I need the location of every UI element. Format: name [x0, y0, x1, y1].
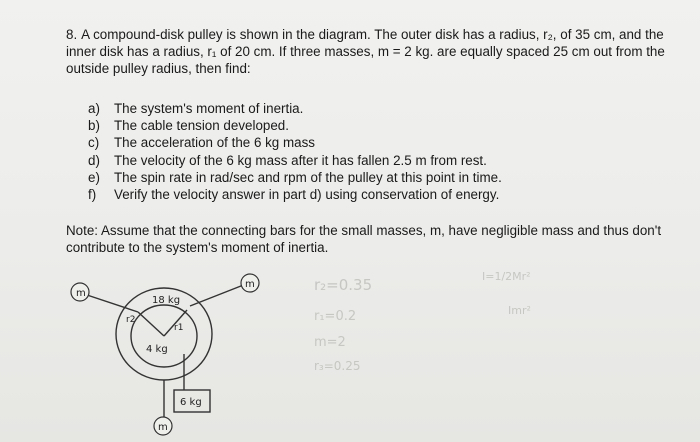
problem-number: 8.	[66, 27, 78, 42]
part-label: c)	[88, 135, 100, 151]
question-part	[88, 169, 648, 186]
question-parts-list	[88, 100, 648, 203]
note-paragraph: Note: Assume that the connecting bars for the small masses, m, have negligible mass and thus don't contribute to the system's moment of inertia.	[66, 223, 662, 255]
question-part	[88, 134, 648, 151]
faint-handwriting	[300, 268, 600, 388]
part-label: f)	[88, 187, 97, 203]
pulley-diagram	[60, 262, 290, 440]
part-text: The acceleration of the 6 kg mass	[114, 135, 315, 151]
faint-note: r₃=0.25	[314, 359, 361, 373]
hanging-mass-label: 6 kg	[180, 397, 202, 408]
bar-left	[84, 294, 138, 312]
part-text: The system's moment of inertia.	[114, 101, 304, 116]
mass-label-left: m	[76, 288, 86, 299]
r1-label: r1	[174, 323, 184, 333]
question-part	[88, 152, 648, 169]
radius-r2-line	[138, 312, 164, 336]
question-part	[88, 186, 648, 203]
part-label: e)	[88, 169, 100, 185]
question-part	[88, 100, 648, 117]
mass-label-bottom: m	[158, 422, 168, 433]
part-label: a)	[88, 101, 100, 116]
problem-statement	[66, 26, 666, 77]
part-text: The spin rate in rad/sec and rpm of the pulley at this point in time.	[114, 169, 502, 185]
problem-text: A compound-disk pulley is shown in the diagram. The outer disk has a radius, r₂, of 35 cm, and the inner disk has a radius, r₁ of 20 cm. If three masses, m = 2 kg. are equally spaced 25 cm out from the outside pulley radius, then find:	[66, 27, 665, 76]
r2-label: r2	[126, 315, 136, 325]
part-label: d)	[88, 152, 100, 168]
faint-note: I=1/2Mr²	[482, 270, 531, 283]
part-label: b)	[88, 118, 100, 134]
faint-note: m=2	[314, 335, 346, 350]
part-text: The cable tension developed.	[114, 118, 289, 134]
mass-label-right: m	[245, 279, 255, 290]
part-text: The velocity of the 6 kg mass after it has fallen 2.5 m from rest.	[114, 152, 487, 168]
question-part	[88, 117, 648, 134]
faint-note: Imr²	[508, 304, 531, 317]
faint-note: r₁=0.2	[314, 309, 357, 324]
part-text: Verify the velocity answer in part d) using conservation of energy.	[114, 187, 500, 203]
inner-disk-label: 4 kg	[146, 344, 168, 355]
faint-note: r₂=0.35	[314, 276, 373, 294]
outer-disk-label: 18 kg	[152, 295, 181, 306]
